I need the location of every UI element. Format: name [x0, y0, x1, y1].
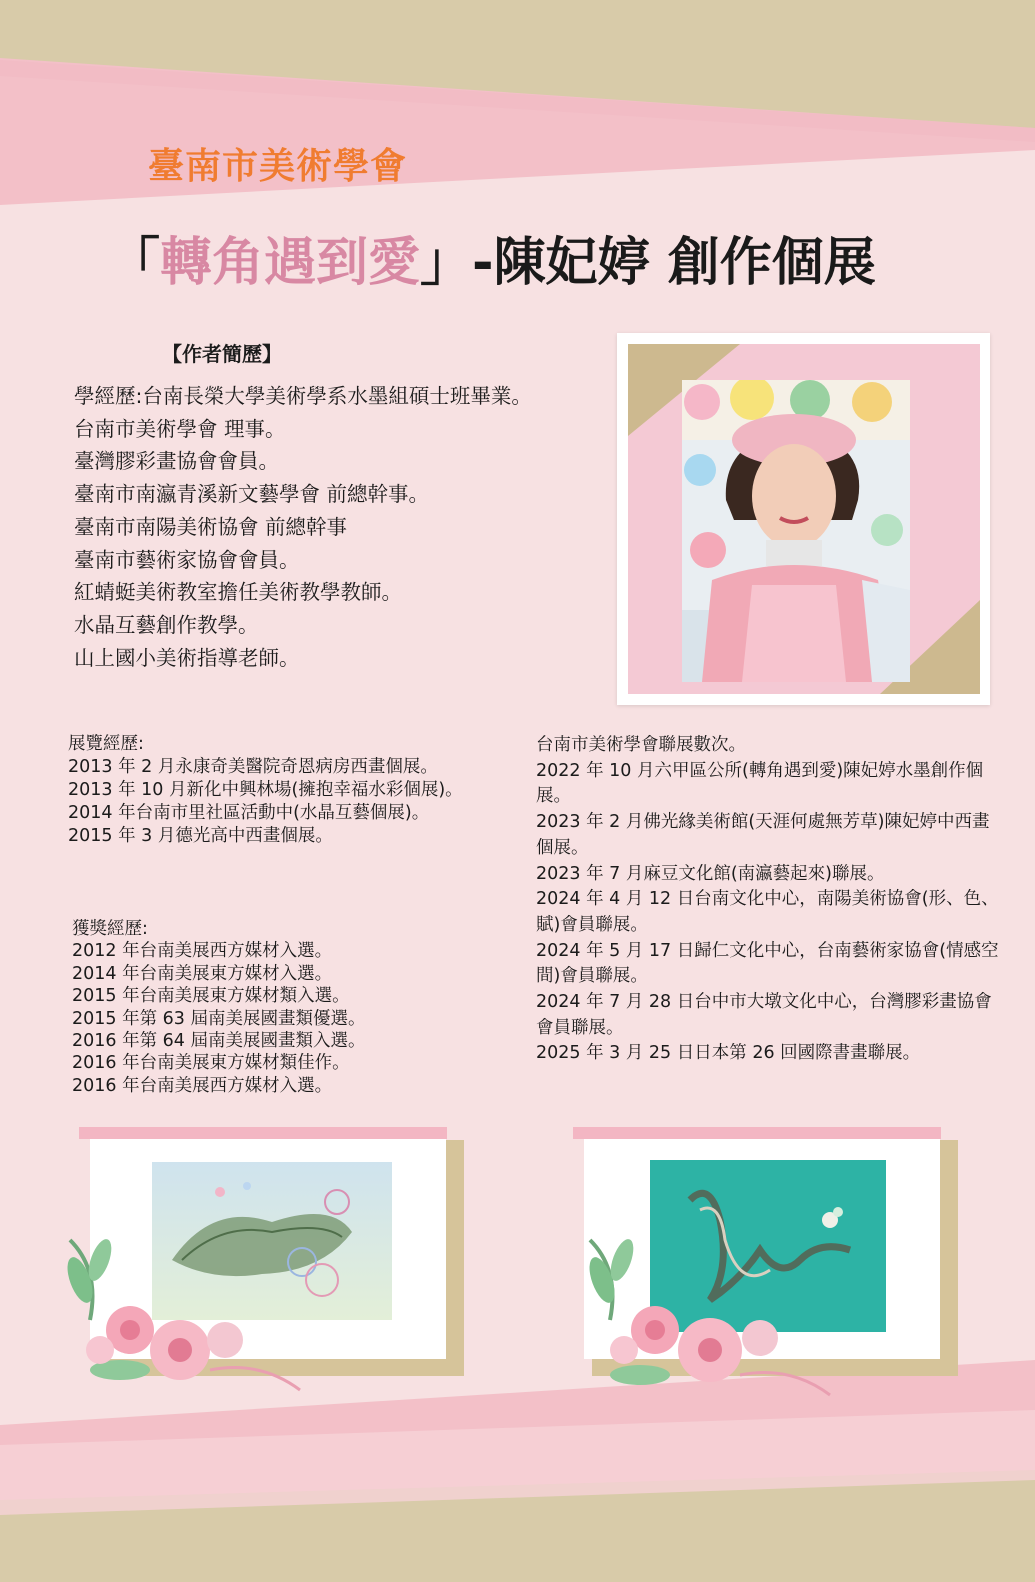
- bio-line: 臺南市南瀛青溪新文藝學會 前總幹事。: [74, 482, 430, 507]
- artwork-card-band: [79, 1127, 447, 1139]
- group-show-item: 2023 年 2 月佛光緣美術館(天涯何處無芳草)陳妃婷中西畫個展。: [536, 812, 990, 858]
- group-show-item: 台南市美術學會聯展數次。: [536, 735, 746, 755]
- artwork-card-band: [573, 1127, 941, 1139]
- artist-portrait: [682, 380, 910, 682]
- exhibition-title: [108, 220, 1008, 295]
- exhibition-item: 2013 年 2 月永康奇美醫院奇恩病房西畫個展。: [68, 757, 438, 777]
- group-show-item: 2024 年 7 月 28 日台中市大墩文化中心，台灣膠彩畫協會會員聯展。: [536, 992, 992, 1038]
- organization-name: 臺南市美術學會: [148, 146, 408, 187]
- exhibition-heading: 展覽經歷:: [68, 734, 144, 754]
- award-item: 2016 年第 64 屆南美展國畫類入選。: [72, 1031, 366, 1052]
- bio-line: 臺灣膠彩畫協會會員。: [74, 449, 279, 474]
- bio-line: 臺南市藝術家協會會員。: [74, 547, 300, 572]
- exhibition-item: 2015 年 3 月德光高中西畫個展。: [68, 826, 333, 846]
- flower-bouquet-icon: [580, 1210, 840, 1420]
- title-rest: 」-陳妃婷 創作個展: [420, 233, 876, 293]
- bio-line: 山上國小美術指導老師。: [74, 645, 300, 670]
- award-item: 2014 年台南美展東方媒材入選。: [72, 963, 333, 984]
- group-show-history: [536, 733, 1004, 1067]
- award-item: 2015 年第 63 屆南美展國畫類優選。: [72, 1008, 366, 1029]
- group-show-item: 2025 年 3 月 25 日日本第 26 回國際書畫聯展。: [536, 1043, 921, 1064]
- award-item: 2016 年台南美展西方媒材入選。: [72, 1075, 333, 1096]
- group-show-item: 2023 年 7 月麻豆文化館(南瀛藝起來)聯展。: [536, 863, 885, 884]
- bio-line: 學經歷:台南長榮大學美術學系水墨組碩士班畢業。: [74, 384, 532, 408]
- exhibition-item: 2013 年 10 月新化中興林場(擁抱幸福水彩個展)。: [68, 780, 463, 800]
- award-heading: 獲獎經歷:: [72, 919, 148, 939]
- group-show-item: 2022 年 10 月六甲區公所(轉角遇到愛)陳妃婷水墨創作個展。: [536, 760, 984, 807]
- bio-line: 臺南市南陽美術協會 前總幹事: [74, 514, 348, 539]
- bio-line: 台南市美術學會 理事。: [74, 416, 286, 441]
- title-theme: 轉角遇到愛: [160, 233, 421, 293]
- award-item: 2016 年台南美展東方媒材類佳作。: [72, 1053, 350, 1074]
- flower-bouquet-icon: [60, 1200, 310, 1410]
- bio-heading: 【作者簡歷】: [162, 342, 282, 366]
- award-item: 2015 年台南美展東方媒材類入選。: [72, 986, 350, 1007]
- bio-line: 紅蜻蜓美術教室擔任美術教學教師。: [74, 580, 402, 605]
- group-show-item: 2024 年 5 月 17 日歸仁文化中心，台南藝術家協會(情感空間)會員聯展。: [536, 940, 999, 987]
- award-item: 2012 年台南美展西方媒材入選。: [72, 941, 333, 962]
- award-history: [72, 918, 532, 1097]
- bio-list: [74, 380, 554, 674]
- exhibition-history: [68, 733, 528, 848]
- group-show-item: 2024 年 4 月 12 日台南文化中心，南陽美術協會(形、色、賦)會員聯展。: [536, 889, 999, 935]
- exhibition-item: 2014 年台南市里社區活動中(水晶互藝個展)。: [68, 803, 430, 823]
- bio-line: 水晶互藝創作教學。: [74, 612, 259, 637]
- title-open-bracket: 「: [108, 233, 161, 293]
